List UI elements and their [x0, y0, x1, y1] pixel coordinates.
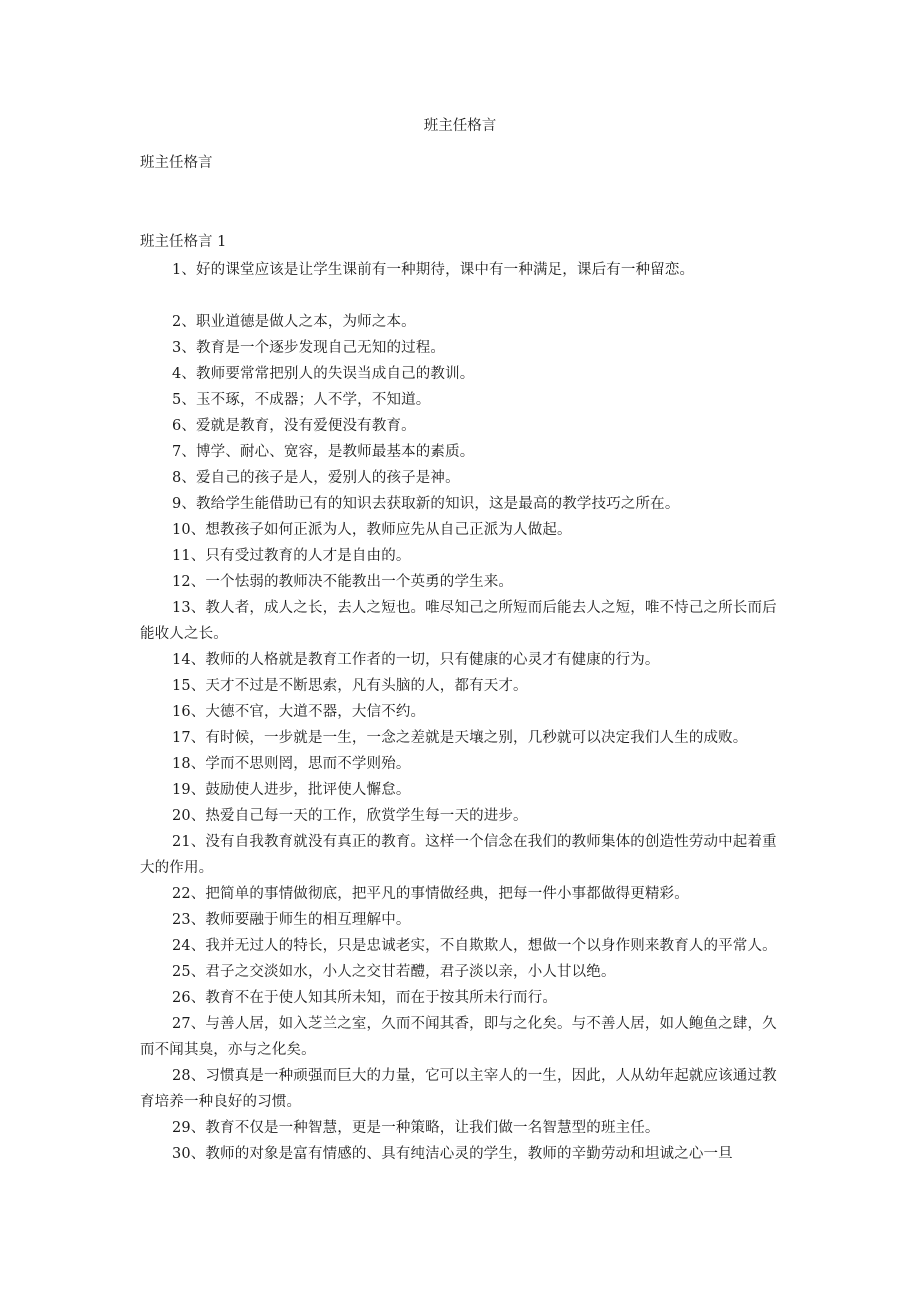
motto-item: 2、职业道德是做人之本，为师之本。	[172, 314, 416, 330]
motto-item: 7、博学、耐心、宽容，是教师最基本的素质。	[172, 444, 475, 460]
motto-item: 16、大德不官，大道不器，大信不约。	[172, 704, 426, 720]
motto-item: 22、把简单的事情做彻底，把平凡的事情做经典，把每一件小事都做得更精彩。	[172, 886, 689, 902]
motto-item: 25、君子之交淡如水，小人之交甘若醴，君子淡以亲，小人甘以绝。	[172, 964, 616, 980]
section-heading: 班主任格言 1	[140, 234, 227, 250]
motto-item: 13、教人者，成人之长，去人之短也。唯尽知己之所短而后能去人之短，唯不恃己之所长而后能收人之长。	[140, 600, 777, 642]
motto-list	[140, 257, 785, 1167]
document-subtitle: 班主任格言	[140, 155, 213, 171]
motto-item: 17、有时候，一步就是一生，一念之差就是天壤之别，几秒就可以决定我们人生的成败。	[172, 730, 748, 746]
motto-item: 15、天才不过是不断思索，凡有头脑的人，都有天才。	[172, 678, 528, 694]
motto-item: 26、教育不在于使人知其所未知，而在于按其所未行而行。	[172, 990, 557, 1006]
motto-item: 12、一个怯弱的教师决不能教出一个英勇的学生来。	[172, 574, 514, 590]
motto-item: 6、爱就是教育，没有爱便没有教育。	[172, 418, 416, 434]
motto-item: 4、教师要常常把别人的失误当成自己的教训。	[172, 366, 475, 382]
motto-item: 5、玉不琢，不成器；人不学，不知道。	[172, 392, 431, 408]
motto-item: 1、好的课堂应该是让学生课前有一种期待，课中有一种满足，课后有一种留恋。	[172, 262, 695, 278]
motto-item: 27、与善人居，如入芝兰之室，久而不闻其香，即与之化矣。与不善人居，如人鲍鱼之肆，久而不闻其臭，亦与之化矣。	[140, 1016, 777, 1058]
motto-item: 11、只有受过教育的人才是自由的。	[172, 548, 411, 564]
motto-item: 9、教给学生能借助已有的知识去获取新的知识，这是最高的教学技巧之所在。	[172, 496, 680, 512]
document-title: 班主任格言	[423, 118, 497, 134]
motto-item: 8、爱自己的孩子是人，爱别人的孩子是神。	[172, 470, 460, 486]
motto-item: 3、教育是一个逐步发现自己无知的过程。	[172, 340, 446, 356]
motto-item: 18、学而不思则罔，思而不学则殆。	[172, 756, 411, 772]
motto-item: 21、没有自我教育就没有真正的教育。这样一个信念在我们的教师集体的创造性劳动中起着重大的作用。	[140, 834, 777, 876]
motto-item: 23、教师要融于师生的相互理解中。	[172, 912, 411, 928]
motto-item: 20、热爱自己每一天的工作，欣赏学生每一天的进步。	[172, 808, 528, 824]
motto-item: 14、教师的人格就是教育工作者的一切，只有健康的心灵才有健康的行为。	[172, 652, 660, 668]
motto-item: 28、习惯真是一种顽强而巨大的力量，它可以主宰人的一生，因此，人从幼年起就应该通过教育培养一种良好的习惯。	[140, 1068, 777, 1110]
motto-item: 10、想教孩子如何正派为人，教师应先从自己正派为人做起。	[172, 522, 572, 538]
motto-item: 19、鼓励使人进步，批评使人懈怠。	[172, 782, 411, 798]
motto-item: 30、教师的对象是富有情感的、具有纯洁心灵的学生，教师的辛勤劳动和坦诚之心一旦	[172, 1146, 733, 1162]
motto-item: 24、我并无过人的特长，只是忠诚老实，不自欺欺人，想做一个以身作则来教育人的平常人。	[172, 938, 777, 954]
motto-item: 29、教育不仅是一种智慧，更是一种策略，让我们做一名智慧型的班主任。	[172, 1120, 660, 1136]
